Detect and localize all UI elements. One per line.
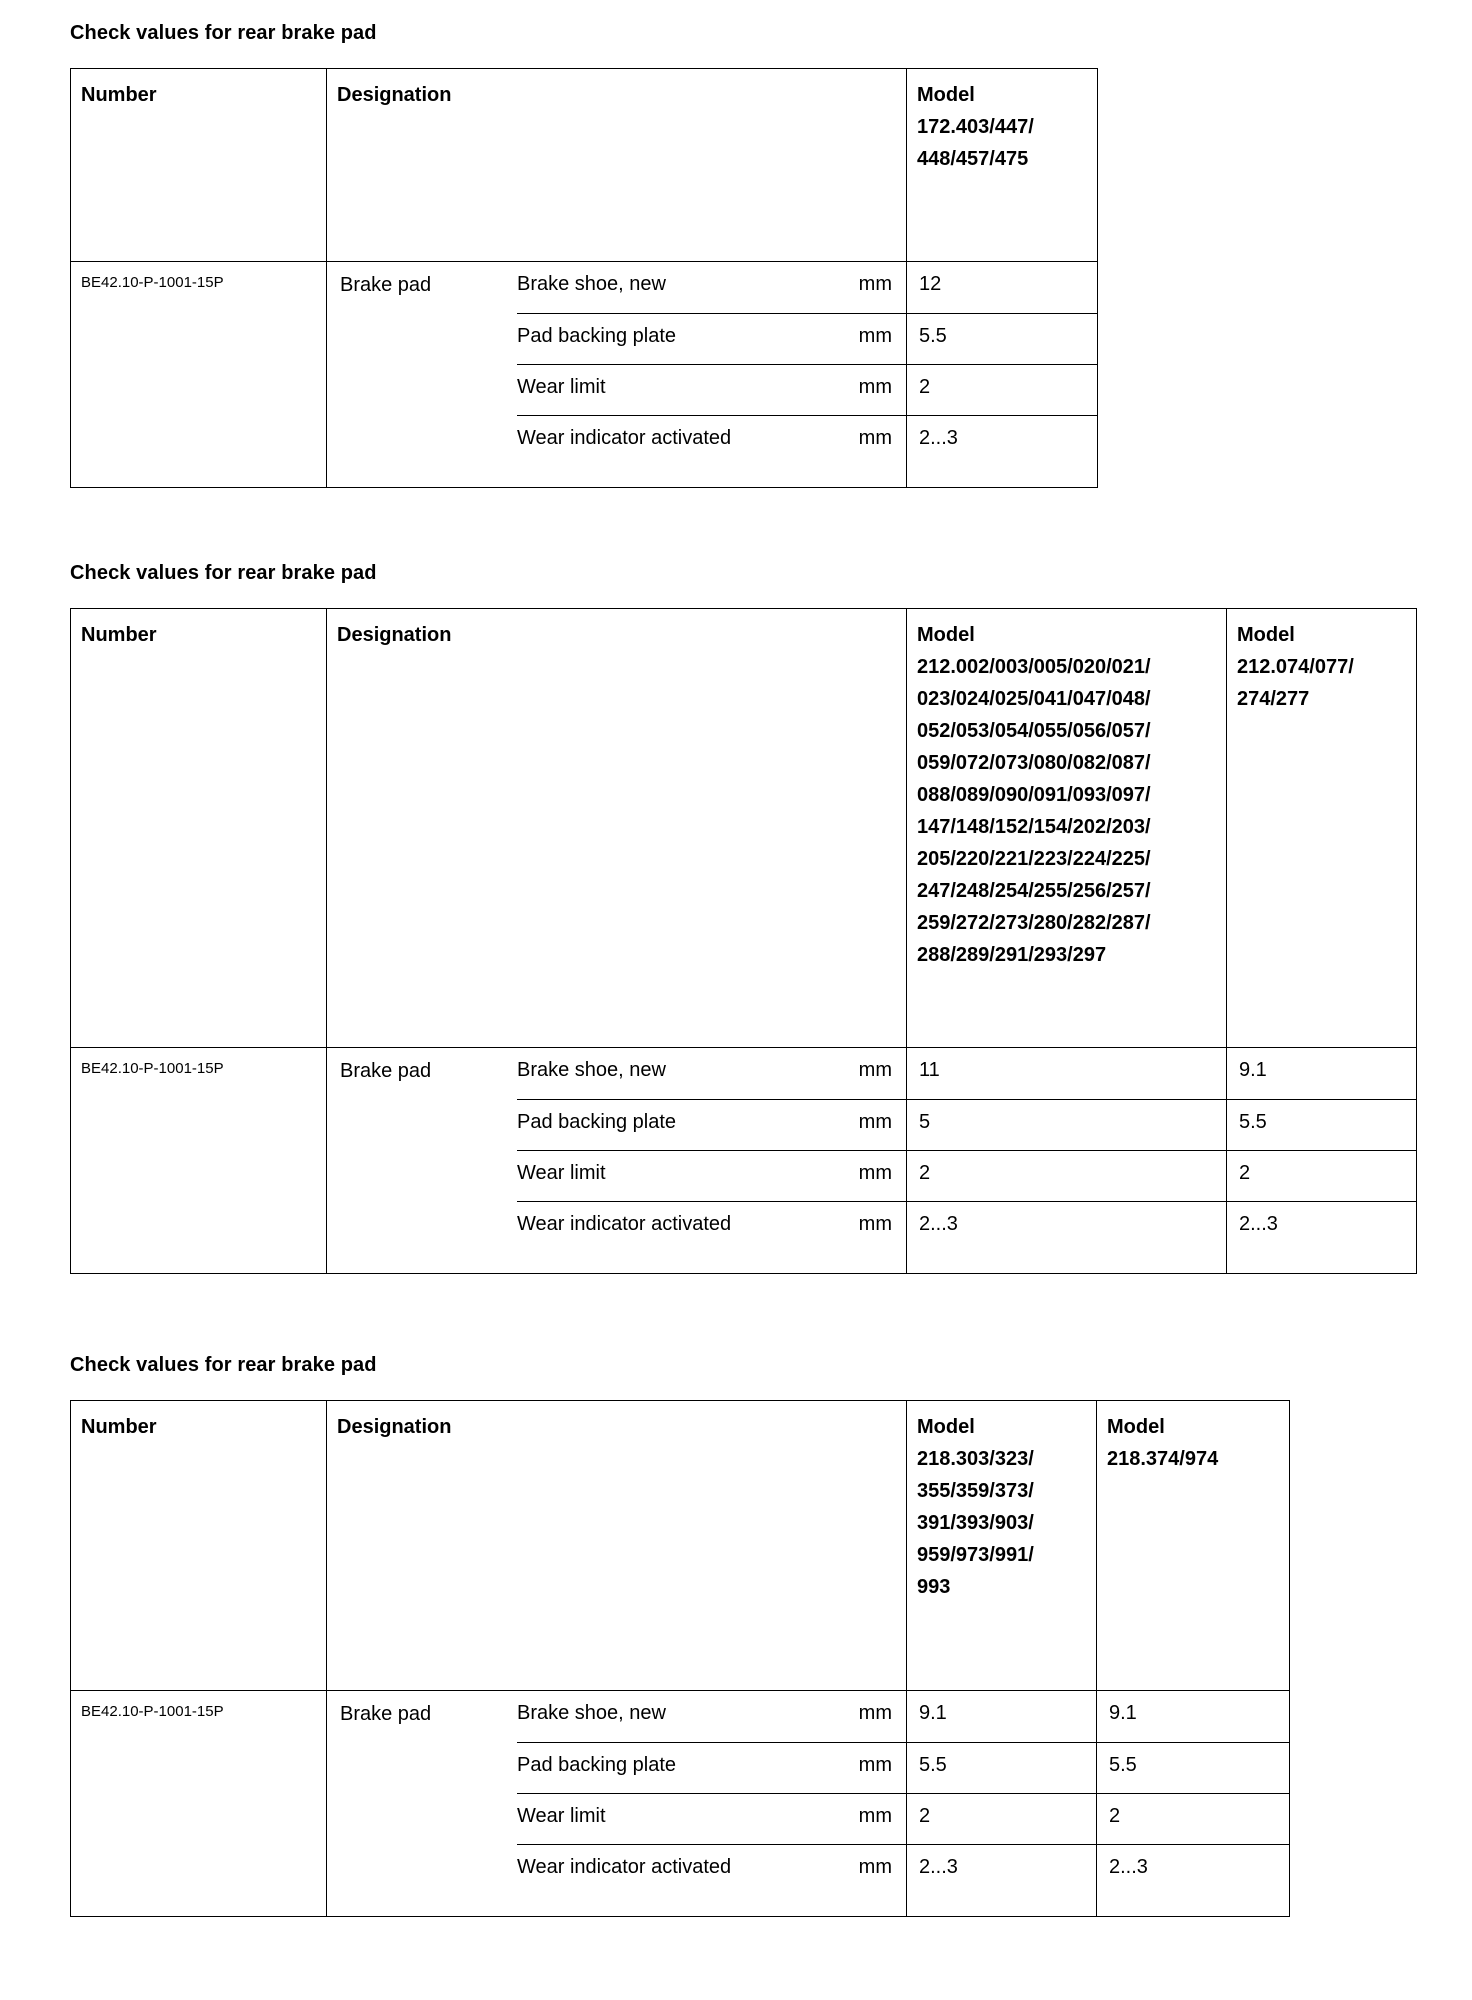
value-cell: 11	[919, 1059, 940, 1081]
unit-label: mm	[858, 1162, 892, 1184]
table-row	[71, 262, 1098, 488]
model-values-cell	[907, 1691, 1097, 1917]
model-header	[907, 69, 1098, 262]
sub-item-label: Wear limit	[517, 376, 606, 398]
sub-item-label: Brake shoe, new	[517, 273, 666, 295]
document-number: BE42.10-P-1001-15P	[71, 262, 327, 488]
check-values-table	[70, 68, 1098, 488]
value-cell: 2...3	[1097, 1844, 1289, 1895]
model-number-line: 059/072/073/080/082/087/	[917, 752, 1151, 774]
model-number-line: 088/089/090/091/093/097/	[917, 784, 1151, 806]
model-number-line: 172.403/447/	[917, 116, 1034, 138]
sub-item-label: Wear limit	[517, 1805, 606, 1827]
designation-cell	[327, 1048, 907, 1274]
section-title: Check values for rear brake pad	[70, 1354, 377, 1376]
model-label: Model	[917, 624, 975, 646]
value-cell: 9.1	[1239, 1059, 1267, 1081]
check-values-table	[70, 608, 1417, 1274]
designation-header: Designation	[327, 69, 907, 262]
model-number-line: 355/359/373/	[917, 1480, 1034, 1502]
model-number-line: 218.303/323/	[917, 1448, 1034, 1470]
model-label: Model	[1107, 1416, 1165, 1438]
sub-item-row	[517, 1099, 906, 1151]
value-cell: 2	[1227, 1150, 1416, 1201]
number-header: Number	[71, 69, 327, 262]
unit-label: mm	[858, 325, 892, 347]
number-header: Number	[71, 609, 327, 1048]
model-number-line: 391/393/903/	[917, 1512, 1034, 1534]
sub-item-label: Brake shoe, new	[517, 1702, 666, 1724]
unit-label: mm	[858, 1702, 892, 1724]
model-number-line: 023/024/025/041/047/048/	[917, 688, 1151, 710]
model-number-line: 247/248/254/255/256/257/	[917, 880, 1151, 902]
sub-item-row	[517, 415, 906, 467]
sub-item-label: Wear indicator activated	[517, 1856, 732, 1878]
designation-cell	[327, 1691, 907, 1917]
model-label: Model	[917, 1416, 975, 1438]
sub-item-label: Pad backing plate	[517, 1754, 677, 1776]
value-cell: 2	[1097, 1793, 1289, 1844]
model-values-cell	[907, 1048, 1227, 1274]
value-cell: 2	[907, 1150, 1226, 1201]
model-header	[1097, 1401, 1290, 1691]
model-number-line: 205/220/221/223/224/225/	[917, 848, 1151, 870]
component-name: Brake pad	[340, 1060, 432, 1082]
sub-item-row	[517, 1048, 906, 1099]
unit-label: mm	[858, 1805, 892, 1827]
component-name: Brake pad	[340, 1703, 432, 1725]
sub-item-label: Pad backing plate	[517, 1111, 677, 1133]
value-cell: 5.5	[1097, 1742, 1289, 1793]
header-row	[71, 609, 1417, 1048]
unit-label: mm	[858, 1059, 892, 1081]
unit-label: mm	[858, 273, 892, 295]
model-values-cell	[1227, 1048, 1417, 1274]
unit-label: mm	[858, 1213, 892, 1235]
model-values-cell	[1097, 1691, 1290, 1917]
header-row	[71, 69, 1098, 262]
table-row	[71, 1691, 1290, 1917]
unit-label: mm	[858, 1754, 892, 1776]
value-cell: 12	[919, 273, 942, 295]
header-row	[71, 1401, 1290, 1691]
model-number-line: 259/272/273/280/282/287/	[917, 912, 1151, 934]
unit-label: mm	[858, 1856, 892, 1878]
unit-label: mm	[858, 376, 892, 398]
model-header	[907, 1401, 1097, 1691]
value-cell: 5.5	[1227, 1099, 1416, 1150]
unit-label: mm	[858, 427, 892, 449]
value-cell: 2...3	[907, 1201, 1226, 1252]
model-number-line: 288/289/291/293/297	[917, 944, 1107, 966]
model-number-line: 274/277	[1237, 688, 1310, 710]
section-title: Check values for rear brake pad	[70, 562, 377, 584]
sub-item-label: Wear indicator activated	[517, 1213, 732, 1235]
check-values-table	[70, 1400, 1290, 1917]
sub-item-row	[517, 1742, 906, 1794]
sub-item-row	[517, 1844, 906, 1896]
component-name: Brake pad	[340, 274, 432, 296]
model-values-cell	[907, 262, 1098, 488]
value-cell: 2...3	[907, 415, 1097, 466]
value-cell: 9.1	[1109, 1702, 1137, 1724]
value-cell: 2...3	[907, 1844, 1096, 1895]
value-cell: 5.5	[907, 1742, 1096, 1793]
sub-item-row	[517, 1793, 906, 1845]
sub-item-label: Brake shoe, new	[517, 1059, 666, 1081]
value-cell: 5	[907, 1099, 1226, 1150]
model-label: Model	[1237, 624, 1295, 646]
sub-item-label: Wear indicator activated	[517, 427, 732, 449]
sub-item-label: Wear limit	[517, 1162, 606, 1184]
model-number-line: 448/457/475	[917, 148, 1029, 170]
model-number-line: 212.074/077/	[1237, 656, 1354, 678]
value-cell: 2...3	[1227, 1201, 1416, 1252]
document-number: BE42.10-P-1001-15P	[71, 1691, 327, 1917]
value-cell: 2	[907, 1793, 1096, 1844]
sub-item-row	[517, 262, 906, 313]
table-row	[71, 1048, 1417, 1274]
value-cell: 5.5	[907, 313, 1097, 364]
model-number-line: 052/053/054/055/056/057/	[917, 720, 1151, 742]
sub-item-row	[517, 1201, 906, 1253]
unit-label: mm	[858, 1111, 892, 1133]
model-header	[907, 609, 1227, 1048]
sub-item-row	[517, 364, 906, 416]
model-number-line: 212.002/003/005/020/021/	[917, 656, 1151, 678]
document-number: BE42.10-P-1001-15P	[71, 1048, 327, 1274]
sub-item-row	[517, 1150, 906, 1202]
section-title: Check values for rear brake pad	[70, 22, 377, 44]
sub-item-row	[517, 313, 906, 365]
model-number-line: 147/148/152/154/202/203/	[917, 816, 1151, 838]
sub-item-label: Pad backing plate	[517, 325, 677, 347]
sub-item-row	[517, 1691, 906, 1742]
value-cell: 2	[907, 364, 1097, 415]
value-cell: 9.1	[919, 1702, 947, 1724]
model-number-line: 959/973/991/	[917, 1544, 1034, 1566]
designation-header: Designation	[327, 609, 907, 1048]
designation-cell	[327, 262, 907, 488]
designation-header: Designation	[327, 1401, 907, 1691]
number-header: Number	[71, 1401, 327, 1691]
model-header	[1227, 609, 1417, 1048]
model-label: Model	[917, 84, 975, 106]
model-number-line: 218.374/974	[1107, 1448, 1219, 1470]
model-number-line: 993	[917, 1576, 951, 1598]
